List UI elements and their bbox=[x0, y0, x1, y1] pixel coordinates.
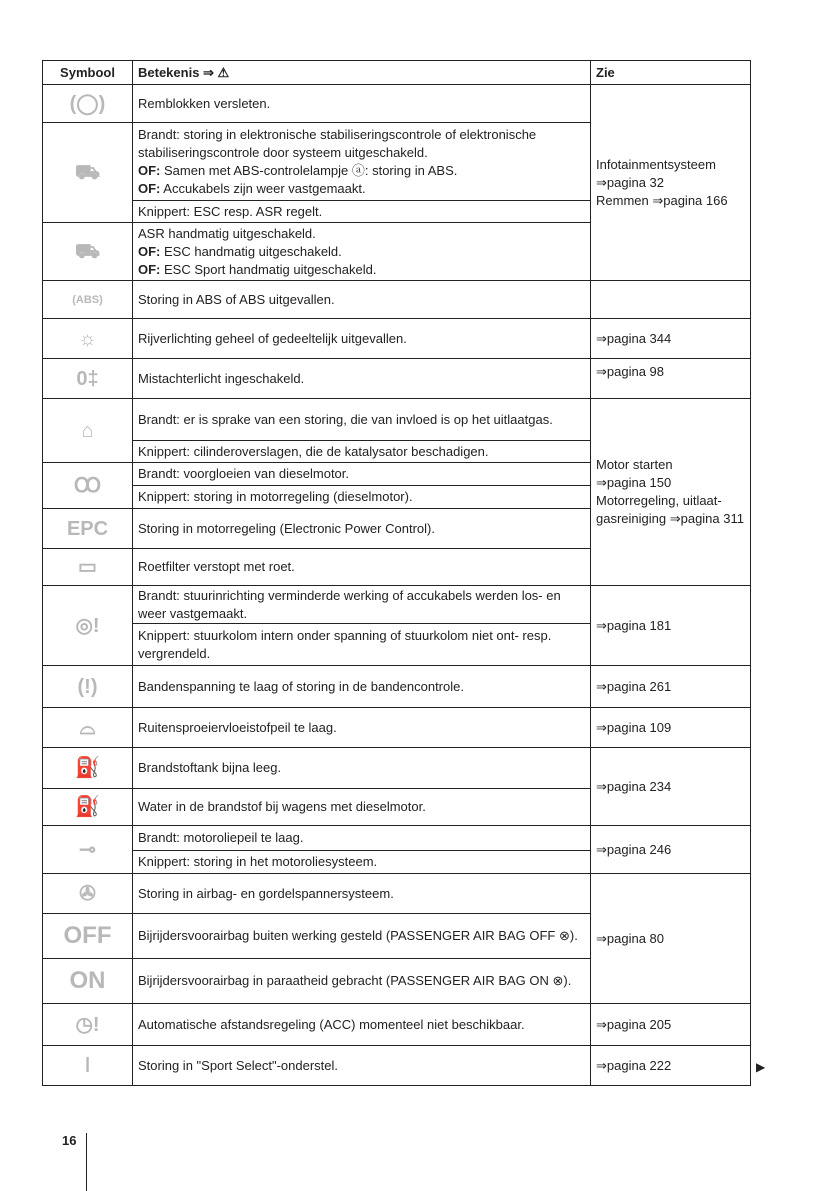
oil-can-icon: ⊸ bbox=[43, 826, 133, 874]
tyre-pressure-icon: (!) bbox=[43, 666, 133, 708]
table-row bbox=[43, 874, 751, 914]
meaning-text: Automatische afstandsregeling (ACC) momenteel niet beschikbaar. bbox=[133, 1004, 591, 1046]
see-link[interactable]: ⇒pagina 205 bbox=[591, 1004, 751, 1046]
table-row bbox=[43, 399, 751, 441]
see-cell bbox=[591, 281, 751, 319]
or-label: OF: bbox=[138, 243, 161, 259]
table-row bbox=[43, 1046, 751, 1086]
washer-fluid-icon: ⌓ bbox=[43, 708, 133, 748]
or-label: OF: bbox=[138, 162, 161, 178]
see-text: Infotainmentsysteem bbox=[596, 156, 716, 172]
meaning-text: Knippert: stuurkolom intern onder spanning of stuurkolom niet ont- resp. vergrendeld. bbox=[133, 624, 591, 666]
page-number: 16 bbox=[62, 1133, 77, 1148]
meaning-text: Storing in motorregeling (Electronic Power Control). bbox=[133, 509, 591, 549]
epc-icon: EPC bbox=[43, 509, 133, 549]
table-row bbox=[43, 586, 751, 624]
table-header bbox=[43, 61, 751, 85]
meaning-text: Knippert: storing in motorregeling (dieselmotor). bbox=[133, 486, 591, 509]
header-symbol: Symbool bbox=[43, 61, 133, 85]
table-row bbox=[43, 748, 751, 789]
meaning-text: Storing in ABS of ABS uitgevallen. bbox=[133, 281, 591, 319]
meaning-text: ASR handmatig uitgeschakeld. bbox=[138, 225, 316, 241]
meaning-text: ESC handmatig uitgeschakeld. bbox=[160, 243, 342, 259]
or-label: OF: bbox=[138, 261, 161, 277]
meaning-text: Mistachterlicht ingeschakeld. bbox=[133, 359, 591, 399]
meaning-cell bbox=[133, 123, 591, 201]
see-cell bbox=[591, 399, 751, 586]
table-row bbox=[43, 826, 751, 851]
see-link[interactable]: Motorregeling, uitlaatgasreiniging ⇒pagina 311 bbox=[596, 493, 744, 526]
esc-icon: ⛟ bbox=[43, 123, 133, 223]
meaning-text: Bandenspanning te laag of storing in de bandencontrole. bbox=[133, 666, 591, 708]
fuel-icon: ⛽ bbox=[43, 748, 133, 789]
meaning-text: Brandt: er is sprake van een storing, die van invloed is op het uitlaatgas. bbox=[133, 399, 591, 441]
meaning-text: Knippert: ESC resp. ASR regelt. bbox=[133, 201, 591, 223]
see-link[interactable]: ⇒pagina 181 bbox=[591, 586, 751, 666]
see-cell bbox=[591, 85, 751, 281]
table-row bbox=[43, 281, 751, 319]
meaning-text: Knippert: cilinderoverslagen, die de katalysator beschadigen. bbox=[133, 441, 591, 463]
acc-icon: ◷! bbox=[43, 1004, 133, 1046]
table-row bbox=[43, 666, 751, 708]
meaning-text: Brandt: voorgloeien van dieselmotor. bbox=[133, 463, 591, 486]
bulb-icon: ☼ bbox=[43, 319, 133, 359]
see-text: Motor starten bbox=[596, 457, 673, 472]
meaning-cell bbox=[133, 223, 591, 281]
meaning-text: Bijrijdersvoorairbag buiten werking gesteld (PASSENGER AIR BAG OFF ⊗). bbox=[133, 914, 591, 959]
brake-pad-icon: (◯) bbox=[43, 85, 133, 123]
table-row bbox=[43, 359, 751, 399]
continue-arrow-icon: ▶ bbox=[756, 1060, 766, 1074]
airbag-on-icon: ON bbox=[43, 959, 133, 1004]
header-meaning: Betekenis ⇒ ⚠ bbox=[133, 61, 591, 85]
airbag-off-icon: OFF bbox=[43, 914, 133, 959]
see-link[interactable]: ⇒pagina 80 bbox=[591, 874, 751, 1004]
see-link[interactable]: ⇒pagina 246 bbox=[591, 826, 751, 874]
meaning-text: ESC Sport handmatig uitgeschakeld. bbox=[160, 261, 377, 277]
table-row bbox=[43, 708, 751, 748]
see-link[interactable]: ⇒pagina 222 bbox=[591, 1046, 751, 1086]
table-row bbox=[43, 1004, 751, 1046]
engine-icon: ⌂ bbox=[43, 399, 133, 463]
header-see: Zie bbox=[591, 61, 751, 85]
particle-filter-icon: ▭ bbox=[43, 549, 133, 586]
see-link[interactable]: ⇒pagina 150 bbox=[596, 475, 672, 490]
table-row bbox=[43, 319, 751, 359]
or-label: OF: bbox=[138, 180, 161, 196]
glow-plug-icon: Ꝏ bbox=[43, 463, 133, 509]
meaning-text: Rijverlichting geheel of gedeeltelijk uitgevallen. bbox=[133, 319, 591, 359]
meaning-text: Brandt: motoroliepeil te laag. bbox=[133, 826, 591, 851]
see-link[interactable]: ⇒pagina 32 bbox=[596, 174, 665, 190]
warning-lights-table bbox=[42, 60, 751, 1086]
page-margin-line bbox=[86, 1133, 87, 1191]
water-in-fuel-icon: ⛽ bbox=[43, 789, 133, 826]
see-link[interactable]: ⇒pagina 344 bbox=[591, 319, 751, 359]
meaning-text: Samen met ABS-controlelampje ⓐ: storing in ABS. bbox=[160, 162, 458, 178]
airbag-icon: ✇ bbox=[43, 874, 133, 914]
meaning-text: Brandt: storing in elektronische stabiliseringscontrole of elektronische stabiliseringscontrole door systeem uitgeschakeld. bbox=[138, 126, 537, 160]
meaning-text: Ruitensproeiervloeistofpeil te laag. bbox=[133, 708, 591, 748]
meaning-text: Bijrijdersvoorairbag in paraatheid gebracht (PASSENGER AIR BAG ON ⊗). bbox=[133, 959, 591, 1004]
meaning-text: Remblokken versleten. bbox=[133, 85, 591, 123]
meaning-text: Roetfilter verstopt met roet. bbox=[133, 549, 591, 586]
see-link[interactable]: ⇒pagina 261 bbox=[591, 666, 751, 708]
esc-off-icon: ⛟ bbox=[43, 223, 133, 281]
meaning-text: Accukabels zijn weer vastgemaakt. bbox=[160, 180, 366, 196]
meaning-text: Knippert: storing in het motoroliesysteem. bbox=[133, 851, 591, 874]
meaning-text: Storing in airbag- en gordelspannersysteem. bbox=[133, 874, 591, 914]
meaning-text: Brandt: stuurinrichting verminderde werking of accukabels werden los- en weer vastgemaakt. bbox=[133, 586, 591, 624]
meaning-text: Brandstoftank bijna leeg. bbox=[133, 748, 591, 789]
see-link[interactable]: ⇒pagina 98 bbox=[591, 359, 751, 399]
see-link[interactable]: ⇒pagina 234 bbox=[591, 748, 751, 826]
meaning-text: Water in de brandstof bij wagens met dieselmotor. bbox=[133, 789, 591, 826]
rear-fog-icon: 0‡ bbox=[43, 359, 133, 399]
table-row bbox=[43, 85, 751, 123]
steering-warning-icon: ◎! bbox=[43, 586, 133, 666]
meaning-text: Storing in "Sport Select"-onderstel. bbox=[133, 1046, 591, 1086]
sport-select-icon: ǀ bbox=[43, 1046, 133, 1086]
see-link[interactable]: ⇒pagina 109 bbox=[591, 708, 751, 748]
abs-icon: (ABS) bbox=[43, 281, 133, 319]
see-link[interactable]: Remmen ⇒pagina 166 bbox=[596, 192, 728, 208]
